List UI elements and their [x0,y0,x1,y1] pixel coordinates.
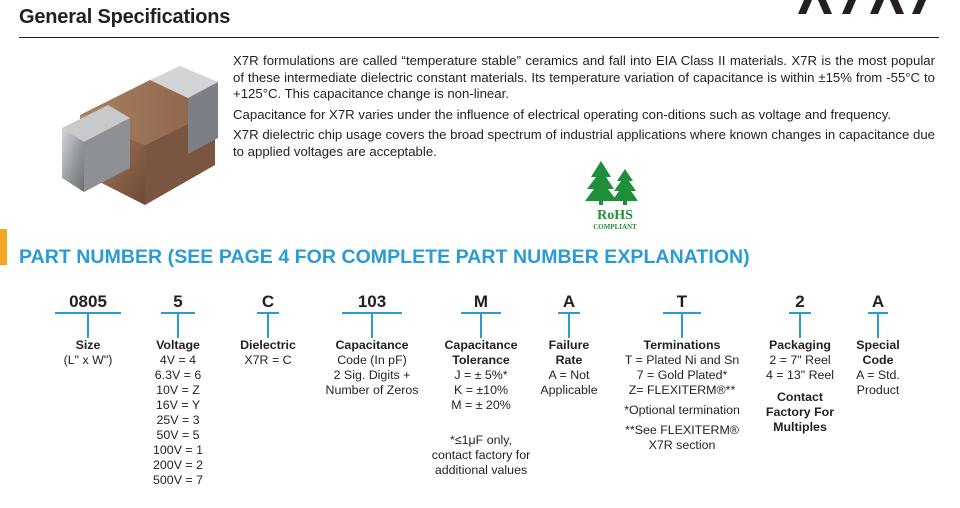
pn-note: additional values [434,463,528,477]
pn-note: Contact [776,390,824,404]
pn-code: 5 [173,292,183,311]
pn-title: Terminations [643,338,721,352]
pn-code: C [261,292,275,311]
pn-code: A [871,292,885,311]
pn-note: *Optional termination [624,403,740,417]
pn-code: 0805 [69,292,107,311]
pn-line: J = ± 5%* [454,368,508,382]
pn-column-terminations [612,292,752,453]
rohs-badge [583,157,647,233]
pn-column-failure-rate [533,292,605,398]
pn-note: X7R section [648,438,716,452]
description-paragraph: X7R formulations are called “temperature stable” ceramics and fall into EIA Class II materials. X7R is the most popular of these intermediate dielectric constant materials. Its temperature variation of capacitance is within ±15% from -55°C to +125°C. This capacitance change is non-linear. [233,53,935,101]
page-title: General Specifications [19,6,231,28]
pn-line: 16V = Y [155,398,201,412]
pn-title: Rate [555,353,583,367]
pn-column-packaging [760,292,840,435]
pn-note: **See FLEXITERM® [625,423,739,437]
pn-bracket [161,312,195,338]
pn-bracket [55,312,121,338]
pn-title: Voltage [156,338,200,352]
pn-line: 7 = Gold Plated* [636,368,728,382]
pn-title: Tolerance [452,353,510,367]
pn-line: X7R = C [244,353,292,367]
rohs-tree-icon [583,157,647,233]
pn-column-voltage [142,292,214,488]
pn-line: 4 = 13" Reel [765,368,835,382]
pn-code: T [676,292,688,311]
pn-line: 6.3V = 6 [154,368,202,382]
pn-line: T = Plated Ni and Sn [624,353,740,367]
pn-bracket [789,312,811,338]
pn-title: Failure [548,338,590,352]
rohs-sub: COMPLIANT [593,223,637,231]
pn-line: Applicable [540,383,598,397]
rohs-label: RoHS [597,208,633,223]
pn-column-special-code [846,292,910,398]
pn-note: Factory For [765,405,835,419]
pn-line: Product [856,383,900,397]
pn-line: 2 Sig. Digits + [333,368,411,382]
pn-bracket [868,312,888,338]
pn-line: M = ± 20% [451,398,511,412]
pn-code: M [473,292,489,311]
pn-line: 2 = 7" Reel [769,353,831,367]
pn-note: *≤1μF only, [450,433,512,447]
pn-line: 50V = 5 [156,428,200,442]
pn-line: Z= FLEXITERM®** [628,383,736,397]
description-paragraph: X7R dielectric chip usage covers the broad spectrum of industrial applications where known changes in capacitance due to applied voltages are acceptable. [233,127,935,159]
pn-title: Capacitance [444,338,518,352]
pn-note: Multiples [773,420,827,434]
capacitor-chip-image [40,60,220,210]
pn-title: Capacitance [335,338,409,352]
pn-code: A [562,292,576,311]
pn-title: Size [75,338,101,352]
pn-bracket [257,312,279,338]
pn-line: Number of Zeros [325,383,419,397]
pn-column-dielectric [230,292,306,368]
brand-logo [790,0,940,14]
description [233,53,935,164]
pn-line: 500V = 7 [153,473,203,487]
pn-title: Packaging [769,338,831,352]
pn-line: Code (In pF) [337,353,407,367]
pn-line: 100V = 1 [153,443,203,457]
pn-line: (L" x W") [63,353,113,367]
pn-line: 200V = 2 [153,458,203,472]
pn-column-size [55,292,121,368]
part-number-heading: PART NUMBER (SEE PAGE 4 FOR COMPLETE PART NUMBER EXPLANATION) [19,246,750,268]
pn-note: contact factory for [431,448,531,462]
pn-code: 103 [357,292,387,311]
description-paragraph: Capacitance for X7R varies under the influence of electrical operating con-ditions such as voltage and frequency. [233,106,892,122]
pn-bracket [461,312,501,338]
pn-title: Special [856,338,900,352]
pn-code: 2 [795,292,805,311]
pn-line: A = Not [548,368,590,382]
pn-line: 4V = 4 [159,353,197,367]
title-divider [19,37,939,38]
pn-line: 25V = 3 [156,413,200,427]
pn-line: K = ±10% [454,383,508,397]
pn-bracket [663,312,701,338]
pn-bracket [558,312,580,338]
pn-column-tolerance [423,292,539,478]
pn-bracket [342,312,402,338]
pn-line: 10V = Z [156,383,200,397]
pn-title: Dielectric [240,338,296,352]
pn-line: A = Std. [856,368,900,382]
pn-title: Code [862,353,894,367]
pn-column-capacitance [318,292,426,398]
section-accent-bar [0,229,7,265]
